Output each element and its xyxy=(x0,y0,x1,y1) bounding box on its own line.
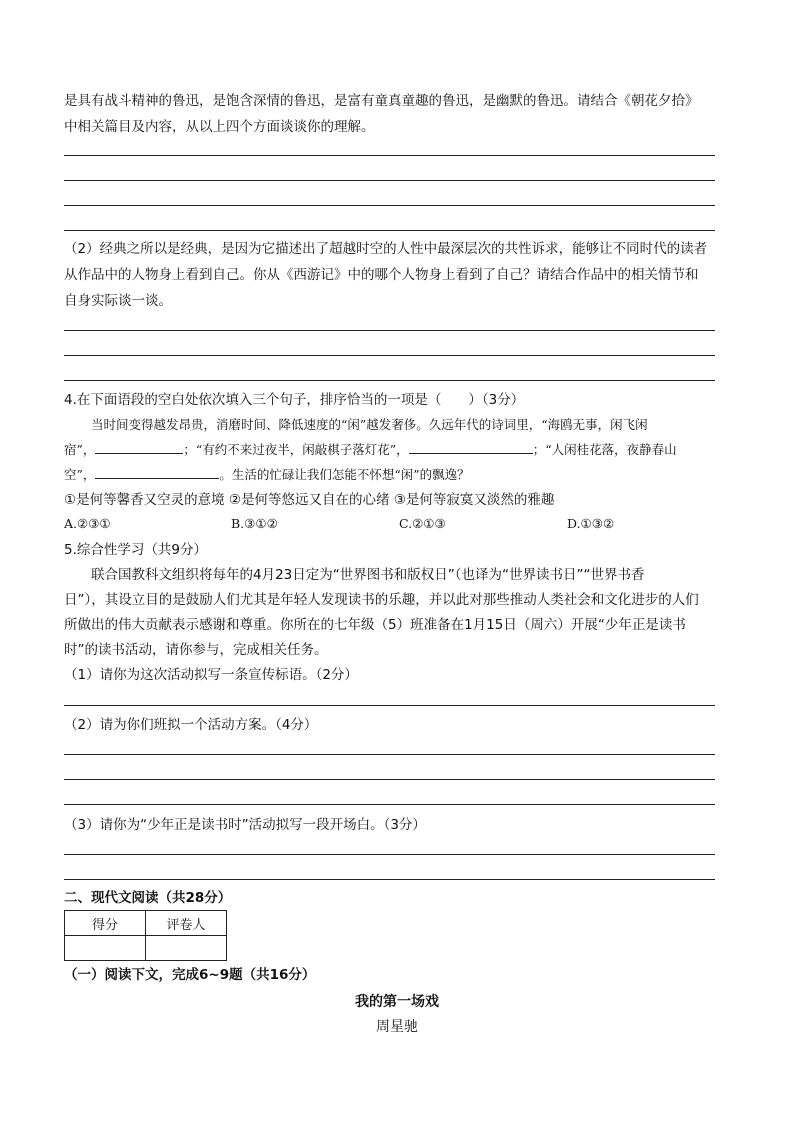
q5-task3: （3）请你为“少年正是读书时”活动拟写一段开场白。（3分） xyxy=(64,817,426,833)
q3-2-text-line2: 从作品中的人物身上看到自己。你从《西游记》中的哪个人物身上看到了自己？请结合作品中的相关情节和 xyxy=(64,267,699,283)
answer-line xyxy=(64,779,715,780)
answer-line xyxy=(64,854,715,855)
q4-text: 空”， xyxy=(64,467,96,482)
q4-option-d[interactable]: D.①③② xyxy=(567,516,615,531)
score-cell[interactable] xyxy=(65,936,146,961)
grader-cell[interactable] xyxy=(146,936,227,961)
fill-blank[interactable] xyxy=(95,441,183,454)
q4-paragraph-line1: 当时间变得越发昂贵，消磨时间、降低速度的“闲”越发奢侈。久远年代的诗词里，“海鸥无事，闲飞闲 xyxy=(91,417,648,432)
q5-intro-line2: 日”），其设立目的是鼓励人们尤其是年轻人发现读书的乐趣，并以此对那些推动人类社会和文化进步的人们 xyxy=(64,592,699,608)
q4-option-c[interactable]: C.②①③ xyxy=(399,516,446,531)
fill-blank[interactable] xyxy=(95,466,219,479)
q4-text: 。生活的忙碌让我们怎能不怀想“闲”的飘逸？ xyxy=(219,467,470,482)
answer-line xyxy=(64,230,715,231)
answer-line xyxy=(64,705,715,706)
q4-sentences: ①是何等馨香又空灵的意境 ②是何等悠远又自在的心绪 ③是何等寂寞又淡然的雅趣 xyxy=(64,492,555,508)
q5-intro-line3: 所做出的伟大贡献表示感谢和尊重。你所在的七年级（5）班准备在1月15日（周六）开展“少年正是读书 xyxy=(64,617,686,633)
answer-line xyxy=(64,330,715,331)
part2-heading: 二、现代文阅读（共28分） xyxy=(64,890,232,906)
answer-line xyxy=(64,804,715,805)
q4-text: ；“人闲桂花落，夜静春山 xyxy=(532,442,677,457)
q4-text: 宿”， xyxy=(64,442,96,457)
q3-2-text-line3: 自身实际谈一谈。 xyxy=(64,293,172,309)
q3-1-text-line2: 中相关篇目及内容，从以上四个方面谈谈你的理解。 xyxy=(64,119,375,135)
q5-intro-line1: 联合国教科文组织将每年的4月23日定为“世界图书和版权日”（也译为“世界读书日”“世界书香 xyxy=(91,567,645,583)
fill-blank[interactable] xyxy=(409,441,533,454)
q4-paragraph-line2 xyxy=(64,441,677,459)
score-header: 得分 xyxy=(65,911,146,936)
score-table xyxy=(64,910,227,961)
q5-intro-line4: 时”的读书活动，请你参与，完成相关任务。 xyxy=(64,642,328,658)
q3-2-text-line1: （2）经典之所以是经典，是因为它描述出了超越时空的人性中最深层次的共性诉求，能够让不同时代的读者 xyxy=(64,241,708,257)
answer-line xyxy=(64,205,715,206)
q4-option-b[interactable]: B.③①② xyxy=(231,516,278,531)
section1-heading: （一）阅读下文，完成6~9题（共16分） xyxy=(64,967,316,983)
q5-title: 5.综合性学习（共9分） xyxy=(64,542,207,558)
article-author: 周星驰 xyxy=(376,1019,418,1035)
answer-line xyxy=(64,355,715,356)
q4-paragraph-line3 xyxy=(64,466,470,484)
grader-header: 评卷人 xyxy=(146,911,227,936)
q5-task1: （1）请你为这次活动拟写一条宣传标语。（2分） xyxy=(64,667,358,683)
q4-text: ；“有约不来过夜半，闲敲棋子落灯花”， xyxy=(183,442,409,457)
q3-1-text-line1: 是具有战斗精神的鲁迅，是饱含深情的鲁迅，是富有童真童趣的鲁迅，是幽默的鲁迅。请结合《朝花夕拾》 xyxy=(64,93,699,109)
answer-line xyxy=(64,180,715,181)
answer-line xyxy=(64,380,715,381)
answer-line xyxy=(64,879,715,880)
q4-option-a[interactable]: A.②③① xyxy=(64,516,111,531)
answer-line xyxy=(64,155,715,156)
q4-stem: 4.在下面语段的空白处依次填入三个句子，排序恰当的一项是（ ）（3分） xyxy=(64,392,525,408)
q5-task2: （2）请为你们班拟一个活动方案。（4分） xyxy=(64,717,318,733)
article-title: 我的第一场戏 xyxy=(355,994,439,1010)
answer-line xyxy=(64,754,715,755)
